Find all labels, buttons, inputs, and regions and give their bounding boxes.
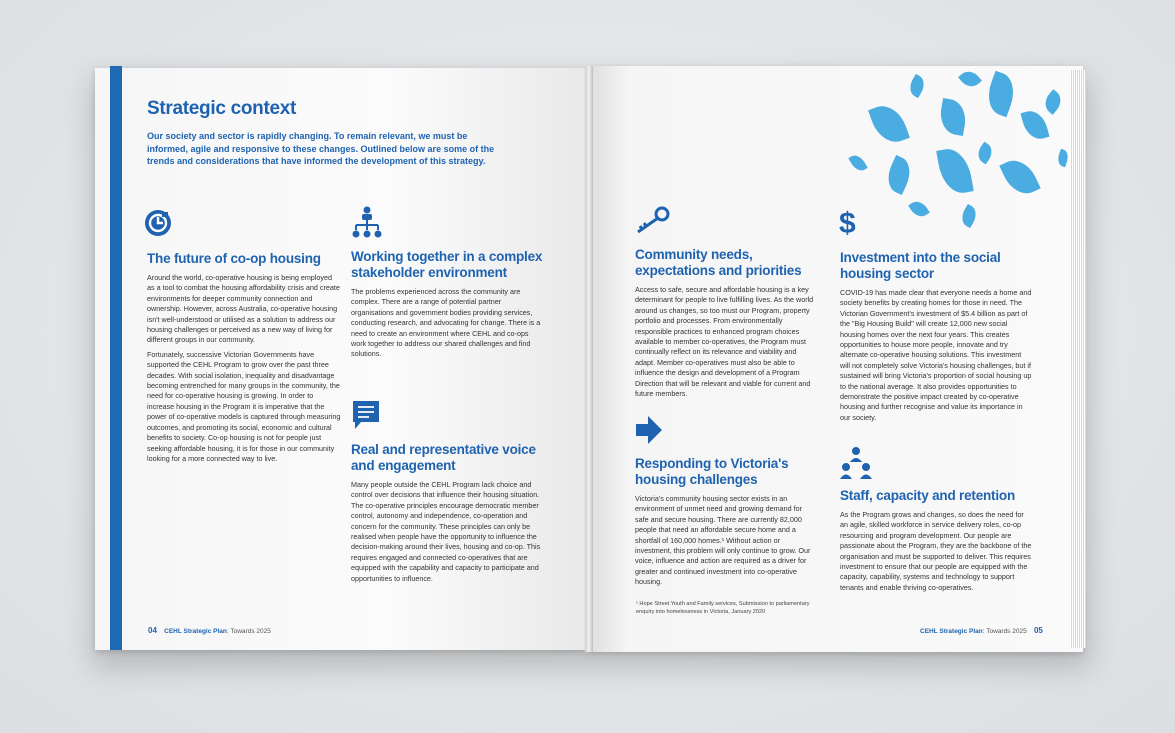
arrow-right-icon — [636, 416, 662, 449]
svg-text:$: $ — [839, 207, 856, 238]
key-icon — [634, 206, 670, 239]
intro-text: Our society and sector is rapidly changing. To remain relevant, we must be informed, agile and responsive to these changes. Outlined below are some of the trends and considerations that have informed the development of this strategy. — [147, 131, 495, 166]
footer-doc: CEHL Strategic Plan — [920, 628, 983, 635]
footer-suffix: : Towards 2025 — [982, 628, 1027, 635]
page-number: 05 — [1033, 626, 1043, 635]
section-heading: The future of co-op housing — [147, 251, 321, 266]
section-community-needs — [635, 247, 817, 399]
section-paragraph: COVID-19 has made clear that everyone needs a home and society benefits by creating homes for those in need. The Victorian Government's investment of $5.4 billion as part of the "Big Housing Build" will create 12,000 new social housing homes over the next four years. This creates opportunities to house more people, innovate and try alternate co-operative housing solutions. This investment will not completely solve Victoria's housing challenges, but if sustained will bring Victoria's proportion of social housing up to the national average. It also provides opportunities to demonstrate the positive impact created by co-operative housing and further recognise and value its importance in our society. — [840, 288, 1032, 422]
left-accent-bar — [110, 66, 122, 650]
footer-suffix: : Towards 2025 — [226, 628, 271, 635]
page-edges — [1070, 70, 1086, 648]
section-investment-social-housing — [840, 250, 1032, 423]
footnote: ¹ Hope Street Youth and Family services, Submission to parliamentary enquiry into homelessness in Victoria, January 2020 — [636, 601, 810, 615]
page-title: Strategic context — [147, 98, 297, 119]
org-chart-icon — [352, 206, 382, 245]
section-heading: Staff, capacity and retention — [840, 488, 1015, 503]
section-working-together — [351, 249, 545, 360]
section-paragraph: As the Program grows and changes, so does the need for an agile, skilled workforce in service delivery roles, co-op resourcing and program development. Our people are passionate about the Program, they are the backbone of the organisation and must be supported to deliver. This requires investment to ensure that our people are equipped with the capacity, capability, systems and technology to support tenants and enable thriving co-operatives. — [840, 510, 1032, 592]
section-heading: Real and representative voice and engagement — [351, 442, 536, 473]
footer-doc: CEHL Strategic Plan — [164, 628, 227, 635]
clock-icon — [143, 208, 173, 243]
right-footer — [920, 626, 1043, 635]
section-paragraph: Around the world, co-operative housing is being employed as a tool to combat the housing affordability crisis and create environments for deeper community connection and ownership. However, across Australia, co-operative housing isn't well-understood or utilised as a solution to address our housing challenges or perceived as a new way of living for different groups in our community. — [147, 273, 340, 345]
section-heading: Working together in a complex stakeholder environment — [351, 249, 543, 280]
section-real-representative-voice — [351, 442, 545, 584]
section-paragraph: Many people outside the CEHL Program lack choice and control over decisions that influence their housing situation. The co-operative principles encourage democratic member control, autonomy and independence, co-operation and concern for the community. These principles can only be realised when people have the opportunity to influence the decision-making around their lives, housing and co-op. This requires engaged and connected co-operatives that are equipped with the capability and capacity to participate and opportunities to influence. — [351, 480, 541, 583]
section-paragraph: Victoria's community housing sector exists in an environment of unmet need and growing demand for safe and secure housing. There are currently 82,000 people that need an affordable secure home and a shortfall of 160,000 homes.¹ Without action or investment, this problem will only continue to grow. Our voice, influence and action are required as a driver for greater and continued investment into co-operative housing. — [635, 494, 811, 587]
speech-bubble-icon — [352, 400, 380, 435]
section-staff-capacity — [840, 488, 1032, 593]
section-responding-victoria — [635, 456, 817, 588]
section-future-coop-housing — [147, 251, 341, 464]
people-group-icon — [839, 446, 873, 485]
section-heading: Investment into the social housing sector — [840, 250, 1001, 281]
dollar-icon — [838, 206, 860, 243]
left-footer — [148, 626, 271, 635]
book-spine — [585, 66, 593, 652]
section-paragraph: Fortunately, successive Victorian Governments have supported the CEHL Program to grow over the past three decades. With social isolation, inequality and disadvantage becoming entrenched for many groups in the community, the need for co-operative housing is growing. In order to increase housing in the Program it is imperative that the power of co-operative models is captured through measuring outcomes, and promoting its social, economic and cultural benefits to society. Co-op housing is not for people just seeking affordable housing, it is for those in our community looking for a more connected way to live. — [147, 349, 341, 463]
section-heading: Responding to Victoria's housing challenges — [635, 456, 789, 487]
section-paragraph: The problems experienced across the community are complex. There are a range of potential partner organisations and government bodies providing services, conducting research, and advocating for change. There is a need to create an environment where CEHL and co-ops work together to address our shared challenges and find solutions. — [351, 287, 541, 359]
section-paragraph: Access to safe, secure and affordable housing is a key determinant for people to live fulfilling lives. As the world around us changes, so too must our Program, property portfolio and processes. From environmentally responsible practices to enhanced program choices available to member co-operatives, the Program must continually reflect on its relevance and viability and adapt. Member co-operatives must also be able to influence the design and development of a Program Direction that will be relevant and viable for current and future members. — [635, 285, 814, 399]
section-heading: Community needs, expectations and priorities — [635, 247, 802, 278]
page-number: 04 — [148, 626, 157, 635]
